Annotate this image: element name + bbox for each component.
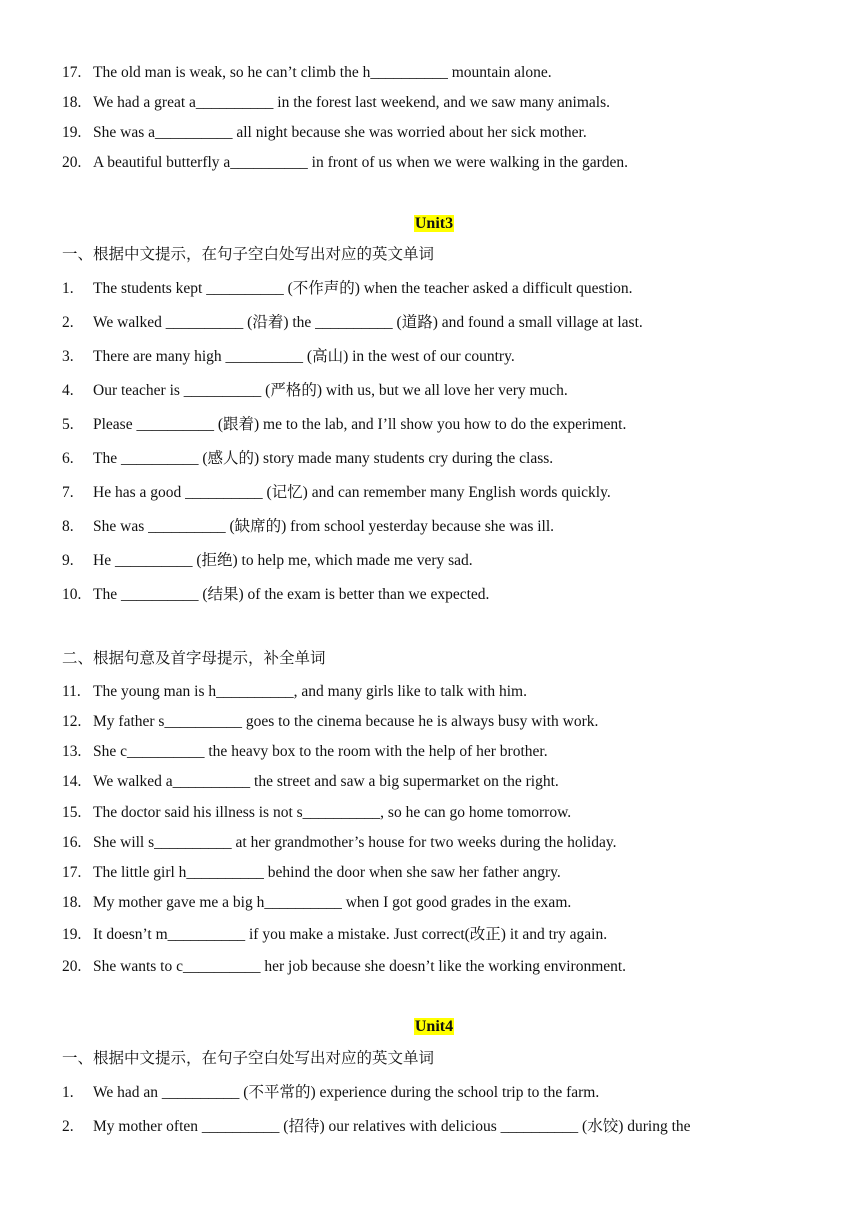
item-text: My mother often __________ (招待) our relatives with delicious __________ (水饺) during the <box>93 1118 691 1135</box>
unit4-s1-item-2 <box>62 1117 691 1137</box>
item-text: The __________ (感人的) story made many students cry during the class. <box>93 450 554 467</box>
item-number: 12. <box>62 713 82 730</box>
item-number: 14. <box>62 773 82 790</box>
unit3-s1-item-3 <box>62 347 515 367</box>
item-number: 3. <box>62 348 74 365</box>
item-number: 20. <box>62 958 82 975</box>
unit3-s2-item-18 <box>62 893 571 913</box>
item-number: 17. <box>62 864 82 881</box>
unit3-s2-item-16 <box>62 833 616 853</box>
top-item-20 <box>62 153 628 173</box>
item-text: She was a__________ all night because she was worried about her sick mother. <box>93 124 587 141</box>
item-number: 7. <box>62 484 74 501</box>
item-text: My father s__________ goes to the cinema because he is always busy with work. <box>93 713 599 730</box>
item-number: 11. <box>62 683 81 700</box>
item-number: 19. <box>62 926 82 943</box>
item-number: 18. <box>62 94 82 111</box>
unit3-s2-item-13 <box>62 742 548 762</box>
item-number: 18. <box>62 894 82 911</box>
unit3-s2-item-15 <box>62 803 571 823</box>
unit3-s2-item-19 <box>62 925 607 945</box>
top-item-17 <box>62 63 552 83</box>
item-number: 10. <box>62 586 82 603</box>
item-text: We had a great a__________ in the forest last weekend, and we saw many animals. <box>93 94 610 111</box>
item-number: 13. <box>62 743 82 760</box>
item-text: The little girl h__________ behind the door when she saw her father angry. <box>93 864 561 881</box>
unit3-s2-item-14 <box>62 772 559 792</box>
item-number: 9. <box>62 552 74 569</box>
unit4-section1-heading: 一、根据中文提示，在句子空白处写出对应的英文单词 <box>62 1049 435 1067</box>
unit3-s2-item-20 <box>62 957 626 977</box>
item-text: She c__________ the heavy box to the room with the help of her brother. <box>93 743 548 760</box>
item-text: He has a good __________ (记忆) and can remember many English words quickly. <box>93 484 611 501</box>
item-number: 20. <box>62 154 82 171</box>
item-text: She wants to c__________ her job because she doesn’t like the working environment. <box>93 958 627 975</box>
item-text: There are many high __________ (高山) in the west of our country. <box>93 348 515 365</box>
item-text: She will s__________ at her grandmother’s house for two weeks during the holiday. <box>93 834 617 851</box>
item-number: 8. <box>62 518 74 535</box>
item-text: The old man is weak, so he can’t climb the h__________ mountain alone. <box>93 64 552 81</box>
item-number: 17. <box>62 64 82 81</box>
unit4-s1-item-1 <box>62 1083 599 1103</box>
unit3-s1-item-10 <box>62 585 489 605</box>
item-text: The __________ (结果) of the exam is better than we expected. <box>93 586 490 603</box>
unit3-s2-item-12 <box>62 712 598 732</box>
item-text: She was __________ (缺席的) from school yesterday because she was ill. <box>93 518 555 535</box>
item-text: The young man is h__________, and many girls like to talk with him. <box>93 683 527 700</box>
item-text: We walked __________ (沿着) the __________ (道路) and found a small village at last. <box>93 314 643 331</box>
unit3-title: Unit3 <box>414 215 454 232</box>
item-text: He __________ (拒绝) to help me, which made me very sad. <box>93 552 473 569</box>
item-number: 15. <box>62 804 82 821</box>
unit3-s1-item-8 <box>62 517 554 537</box>
item-number: 2. <box>62 314 74 331</box>
item-number: 16. <box>62 834 82 851</box>
unit3-s1-item-9 <box>62 551 473 571</box>
top-item-18 <box>62 93 610 113</box>
unit3-s1-item-2 <box>62 313 643 333</box>
unit3-s1-item-6 <box>62 449 553 469</box>
item-number: 2. <box>62 1118 74 1135</box>
unit3-s2-item-11 <box>62 682 527 702</box>
item-number: 6. <box>62 450 74 467</box>
item-number: 1. <box>62 1084 74 1101</box>
unit3-s1-item-5 <box>62 415 626 435</box>
item-text: My mother gave me a big h__________ when I got good grades in the exam. <box>93 894 572 911</box>
top-item-19 <box>62 123 587 143</box>
item-number: 5. <box>62 416 74 433</box>
item-number: 1. <box>62 280 74 297</box>
unit3-s1-item-7 <box>62 483 611 503</box>
item-number: 19. <box>62 124 82 141</box>
unit3-s1-item-1 <box>62 279 633 299</box>
item-text: The students kept __________ (不作声的) when the teacher asked a difficult question. <box>93 280 633 297</box>
unit3-section1-heading: 一、根据中文提示，在句子空白处写出对应的英文单词 <box>62 245 435 263</box>
item-text: We had an __________ (不平常的) experience during the school trip to the farm. <box>93 1084 600 1101</box>
unit3-section2-heading: 二、根据句意及首字母提示，补全单词 <box>62 649 326 667</box>
item-number: 4. <box>62 382 74 399</box>
unit3-s1-item-4 <box>62 381 568 401</box>
unit4-title: Unit4 <box>414 1018 454 1035</box>
item-text: Please __________ (跟着) me to the lab, and I’ll show you how to do the experiment. <box>93 416 627 433</box>
item-text: A beautiful butterfly a__________ in front of us when we were walking in the garden. <box>93 154 629 171</box>
item-text: Our teacher is __________ (严格的) with us, but we all love her very much. <box>93 382 568 399</box>
item-text: It doesn’t m__________ if you make a mistake. Just correct(改正) it and try again. <box>93 926 608 943</box>
unit3-s2-item-17 <box>62 863 561 883</box>
item-text: We walked a__________ the street and saw a big supermarket on the right. <box>93 773 559 790</box>
item-text: The doctor said his illness is not s__________, so he can go home tomorrow. <box>93 804 572 821</box>
